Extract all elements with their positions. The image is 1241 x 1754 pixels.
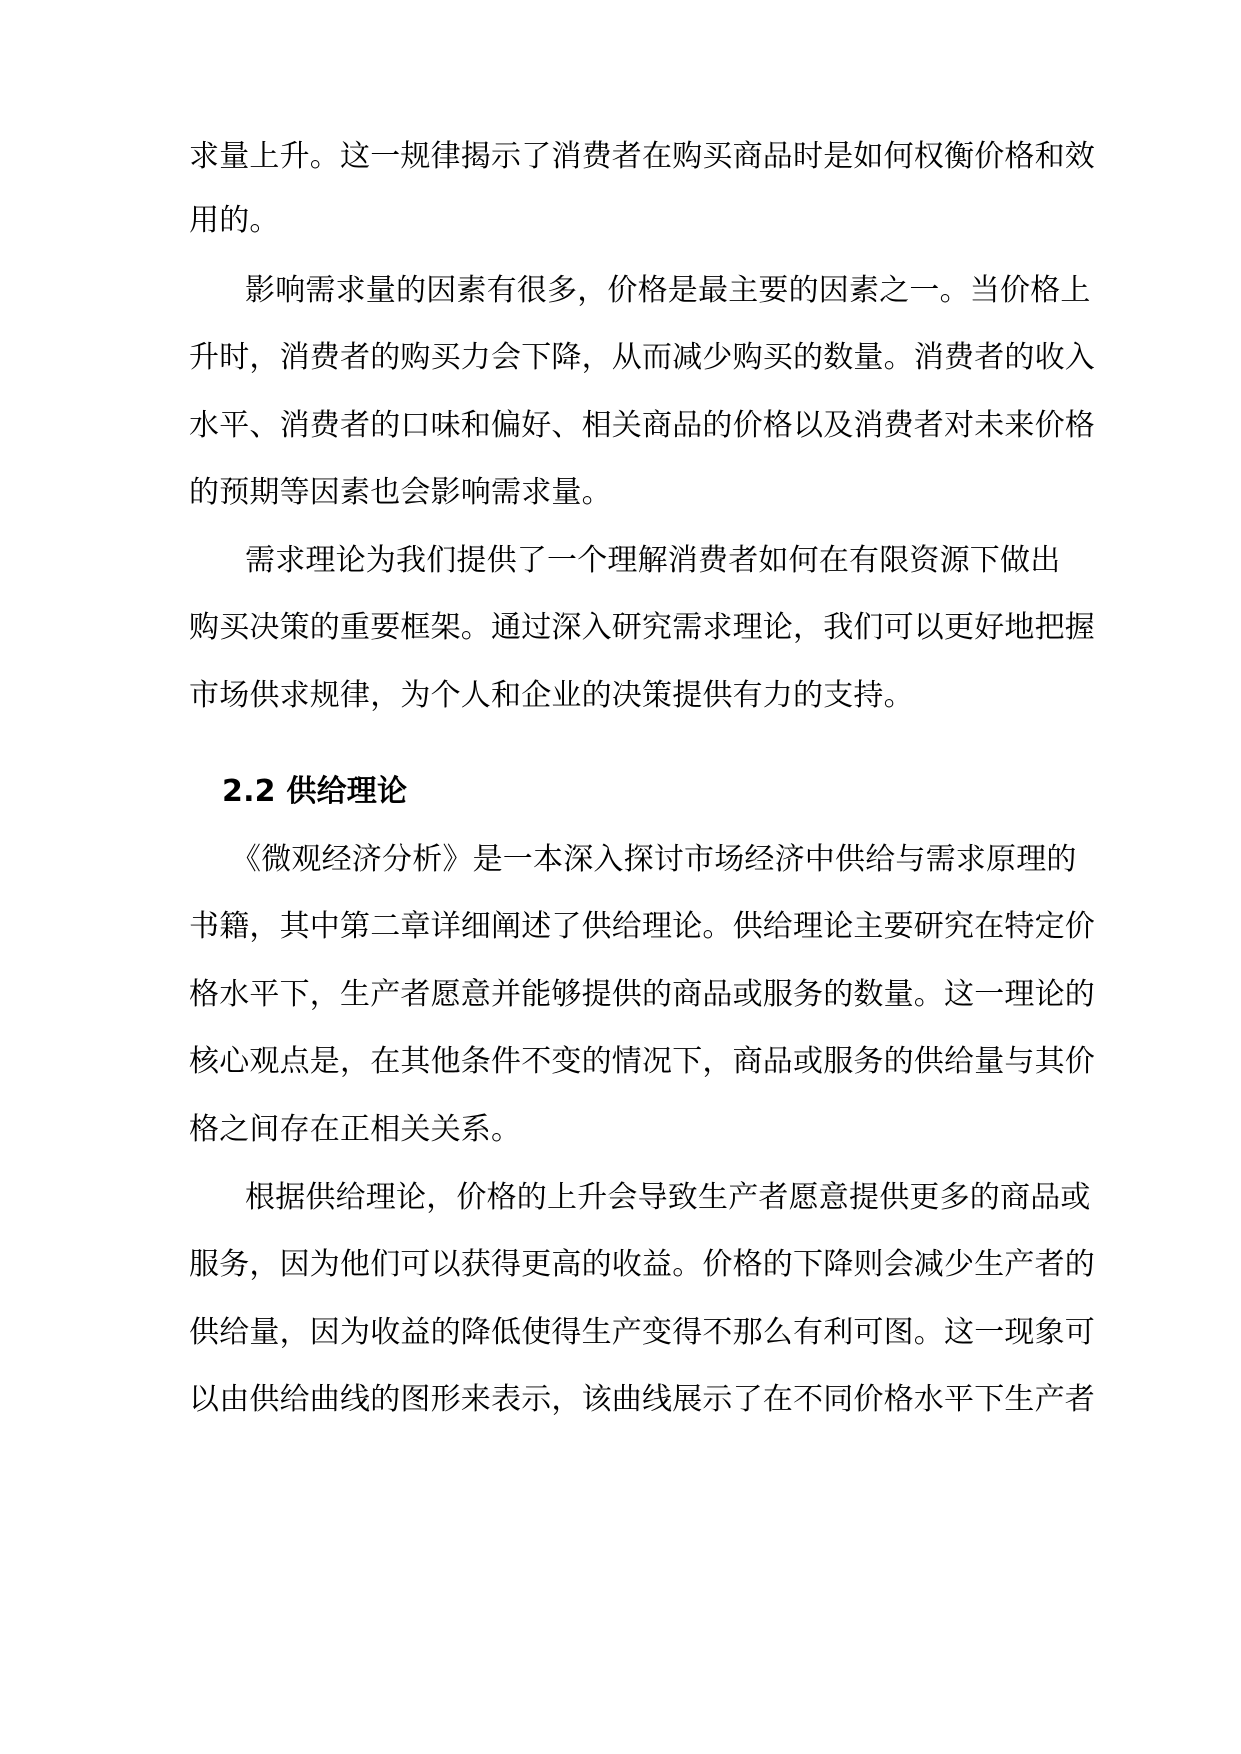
text-line: 影响需求量的因素有很多，价格是最主要的因素之一。当价格上: [245, 273, 1091, 308]
text-line: 的预期等因素也会影响需求量。: [189, 475, 612, 510]
text-line: 格之间存在正相关关系。: [189, 1112, 522, 1147]
text-line: 求量上升。这一规律揭示了消费者在购买商品时是如何权衡价格和效: [189, 139, 1095, 174]
text-line: 以由供给曲线的图形来表示，该曲线展示了在不同价格水平下生产者: [189, 1382, 1095, 1417]
text-line: 升时，消费者的购买力会下降，从而减少购买的数量。消费者的收入: [189, 340, 1095, 375]
text-line: 需求理论为我们提供了一个理解消费者如何在有限资源下做出: [245, 543, 1061, 578]
text-line: 供给量，因为收益的降低使得生产变得不那么有利可图。这一现象可: [189, 1315, 1095, 1350]
text-line: 《微观经济分析》是一本深入探讨市场经济中供给与需求原理的: [231, 842, 1077, 877]
text-line: 核心观点是，在其他条件不变的情况下，商品或服务的供给量与其价: [189, 1044, 1095, 1079]
text-line: 书籍，其中第二章详细阐述了供给理论。供给理论主要研究在特定价: [189, 909, 1095, 944]
text-line: 市场供求规律，为个人和企业的决策提供有力的支持。: [189, 678, 914, 713]
text-line: 格水平下，生产者愿意并能够提供的商品或服务的数量。这一理论的: [189, 977, 1095, 1012]
text-line: 购买决策的重要框架。通过深入研究需求理论，我们可以更好地把握: [189, 610, 1095, 645]
text-line: 用的。: [189, 203, 280, 238]
text-line: 根据供给理论，价格的上升会导致生产者愿意提供更多的商品或: [245, 1180, 1091, 1215]
text-line: 水平、消费者的口味和偏好、相关商品的价格以及消费者对未来价格: [189, 408, 1095, 443]
text-line: 服务，因为他们可以获得更高的收益。价格的下降则会减少生产者的: [189, 1247, 1095, 1282]
section-heading: 2.2 供给理论: [222, 774, 408, 809]
